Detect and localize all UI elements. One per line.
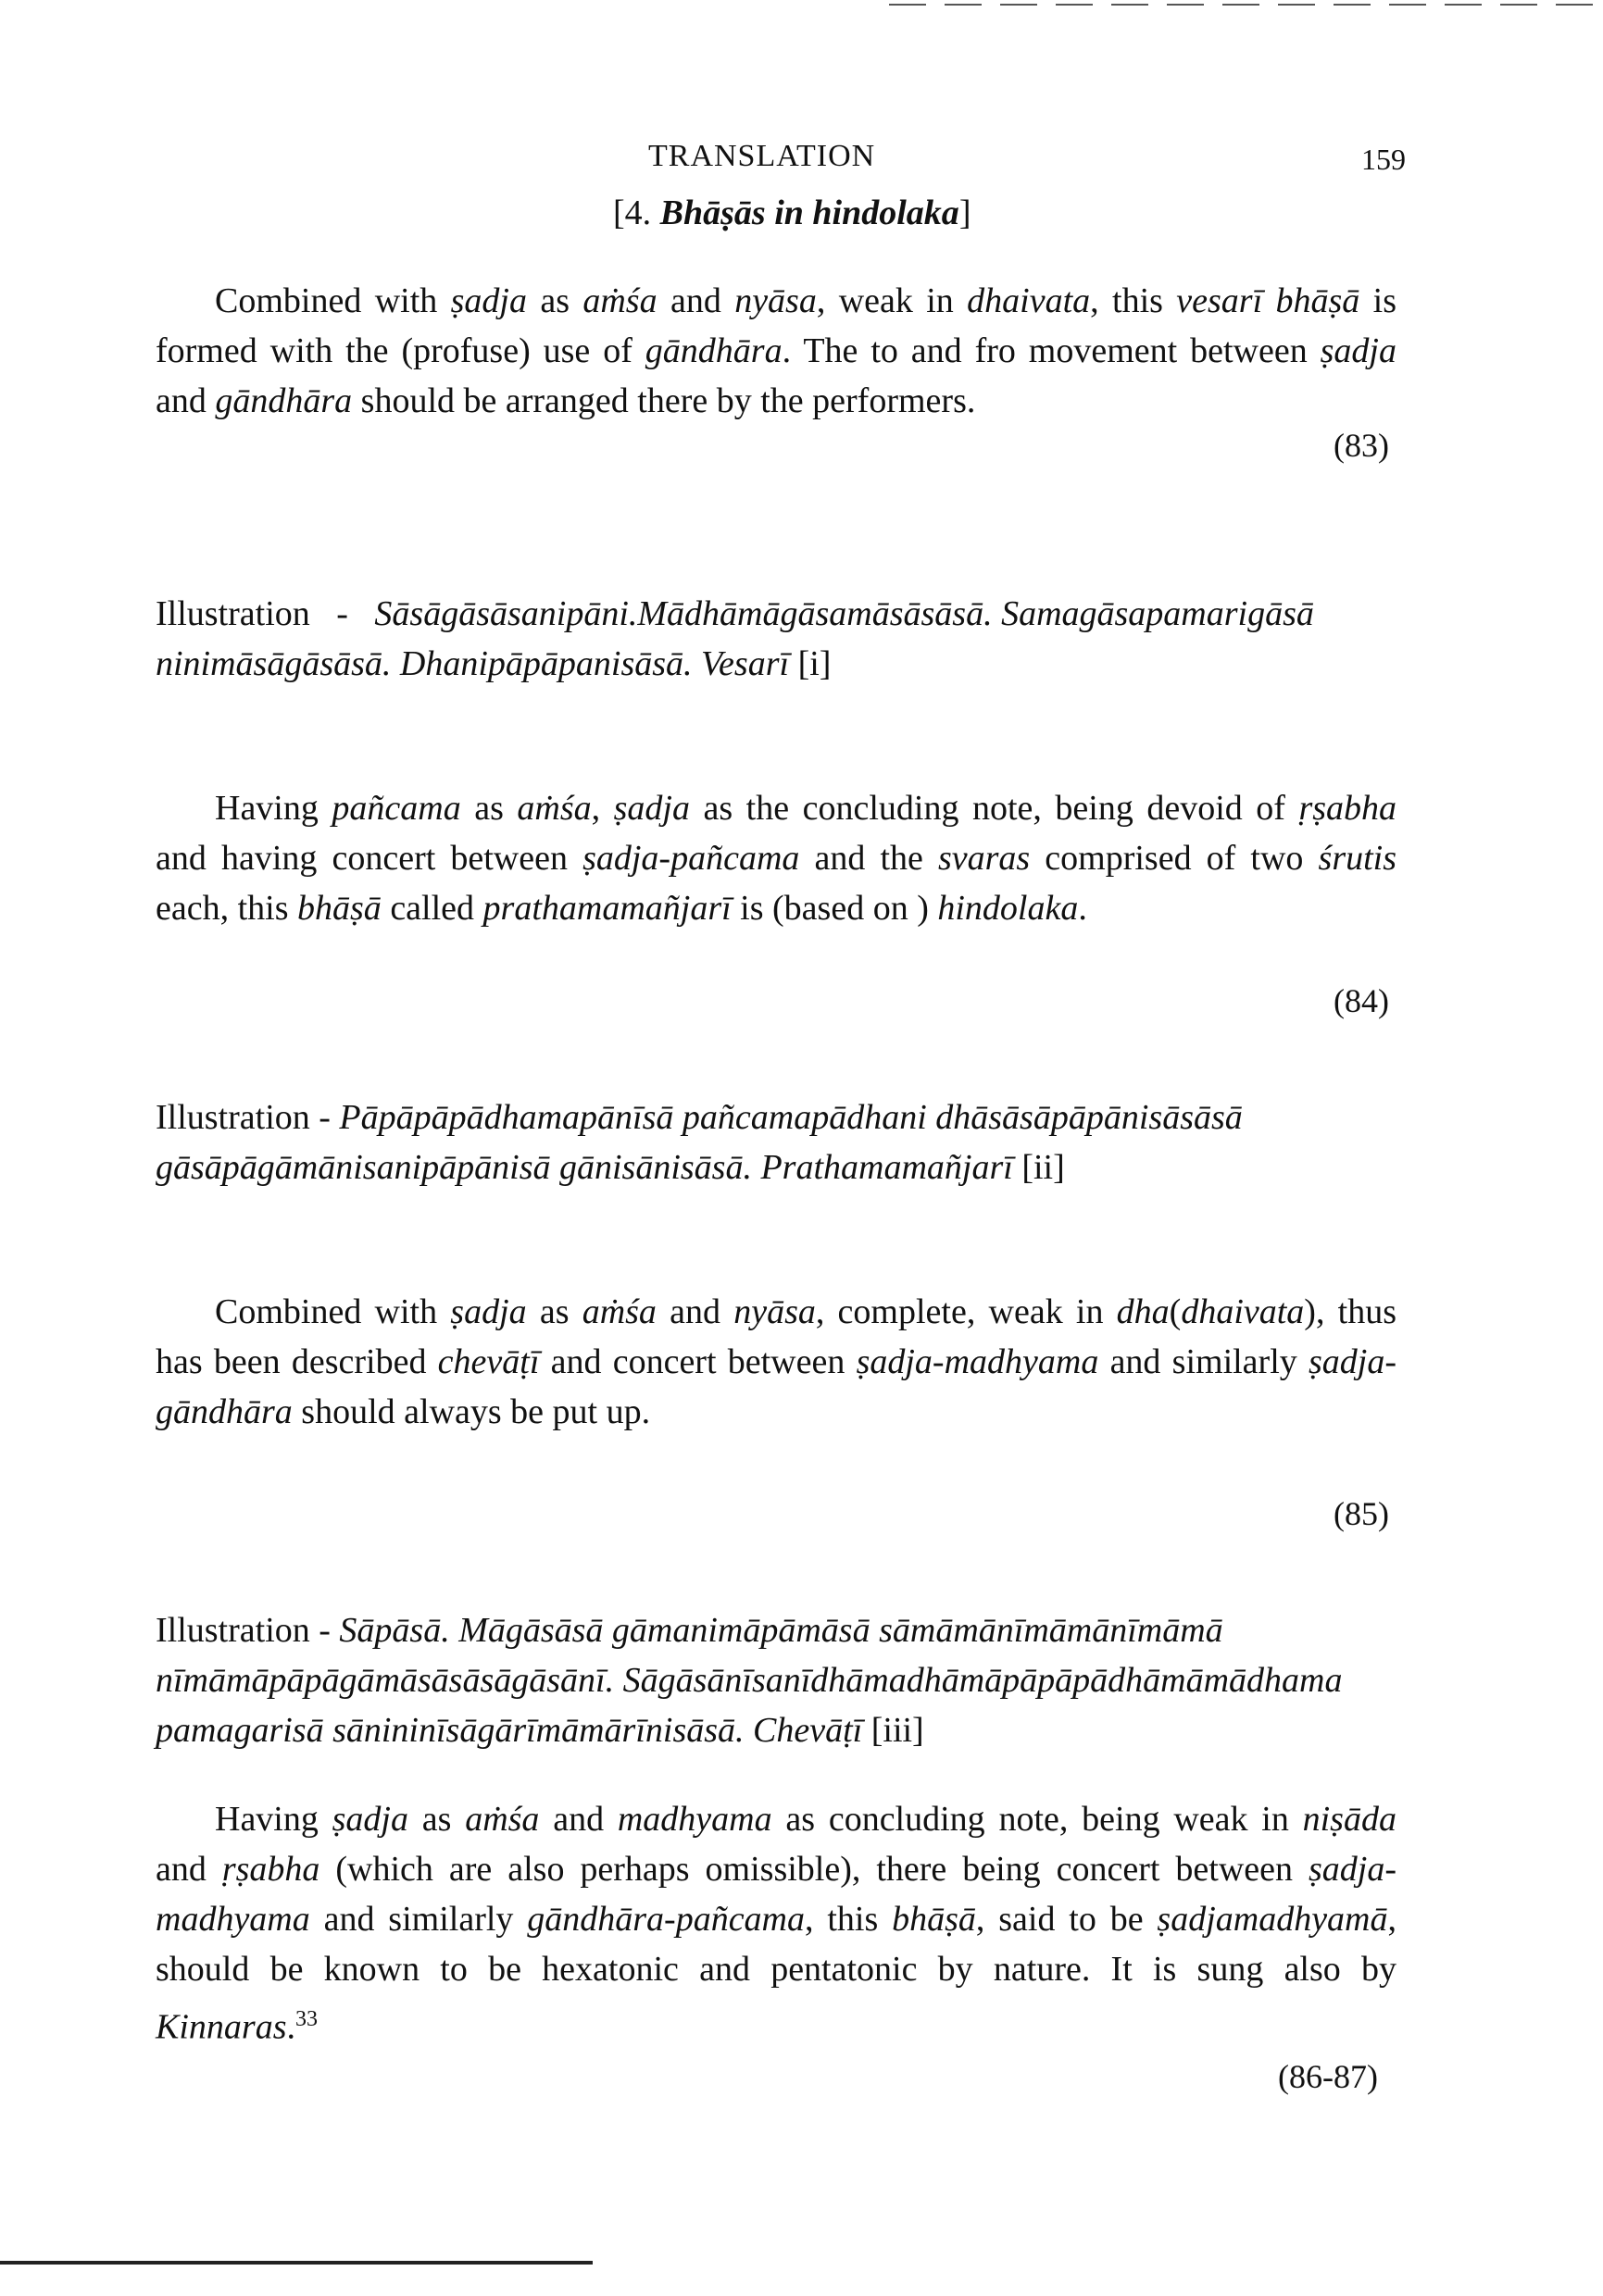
illustration-ii xyxy=(156,1092,1396,1192)
illustration-tag: [i] xyxy=(789,644,832,683)
paragraph-85: Combined with ṣadja as aṁśa and nyāsa, complete, weak in dha(dhaivata), thus has been described chevāṭī and concert between ṣadja-madhyama and similarly ṣadja-gāndhāra should always be put up. xyxy=(156,1292,1396,1431)
illustration-tag: [ii] xyxy=(1012,1148,1065,1187)
footnote-ref-33[interactable]: 33 xyxy=(294,2007,318,2031)
verse-number-83: (83) xyxy=(1334,427,1389,464)
heading-prefix: [4. xyxy=(613,193,660,232)
illustration-label: Illustration - xyxy=(156,1611,340,1650)
illustration-label: Illustration - xyxy=(156,1098,340,1137)
illustration-text: Pāpāpāpādhamapānīsā pañcamapādhani dhāsāsāpāpānisāsāsā gāsāpāgāmānisanipāpānisā gānisānisāsā. Prathamamañjarī xyxy=(156,1098,1243,1187)
illustration-iii xyxy=(156,1605,1396,1755)
illustration-text: Sāsāgāsāsanipāni.Mādhāmāgāsamāsāsāsā. Samagāsapamarigāsā ninimāsāgāsāsā. Dhanipāpāpanisāsā. Vesarī xyxy=(156,594,1314,683)
heading-term-bhasas: Bhāṣās xyxy=(659,193,766,232)
verse-number-84: (84) xyxy=(1334,982,1389,1019)
paragraph-86-87: Having ṣadja as aṁśa and madhyama as concluding note, being weak in niṣāda and ṛṣabha (which are also perhaps omissible), there being concert between ṣadja-madhyama and similarly gāndhāra-pañcama, this bhāṣā, said to be ṣadjamadhyamā, should be known to be hexatonic and pentatonic by nature. It is sung also by Kinnaras.$^{33}$ xyxy=(156,1800,1397,2047)
illustration-i xyxy=(156,589,1396,689)
page-number: 159 xyxy=(1361,143,1406,176)
illustration-label: Illustration - xyxy=(156,594,375,633)
verse-number-86-87: (86-87) xyxy=(1278,2058,1378,2095)
running-header: TRANSLATION xyxy=(648,139,876,173)
heading-term-hindolaka: hindolaka xyxy=(812,193,959,232)
top-edge-rule xyxy=(889,4,1593,6)
illustration-text: Sāpāsā. Māgāsāsā gāmanimāpāmāsā sāmāmānīmāmānīmāmā nīmāmāpāpāgāmāsāsāsāgāsānī. Sāgāsānīsanīdhāmadhāmāpāpāpādhāmāmādhama pamagarisā sānininīsāgārīmāmārīnisāsā. Chevāṭī xyxy=(156,1611,1343,1750)
bottom-edge-rule xyxy=(0,2261,593,2265)
heading-mid: in xyxy=(774,193,813,232)
verse-number-85: (85) xyxy=(1334,1495,1389,1532)
paragraph-83: Combined with ṣadja as aṁśa and nyāsa, weak in dhaivata, this vesarī bhāṣā is formed with the (profuse) use of gāndhāra. The to and fro movement between ṣadja and gāndhāra should be arranged there by the performers. xyxy=(156,281,1397,420)
section-heading xyxy=(613,193,971,233)
illustration-tag: [iii] xyxy=(862,1711,924,1750)
heading-suffix: ] xyxy=(958,193,971,232)
paragraph-84: Having pañcama as aṁśa, ṣadja as the concluding note, being devoid of ṛṣabha and having concert between ṣadja-pañcama and the svaras comprised of two śrutis each, this bhāṣā called prathamamañjarī is (based on ) hindolaka. xyxy=(156,789,1397,928)
